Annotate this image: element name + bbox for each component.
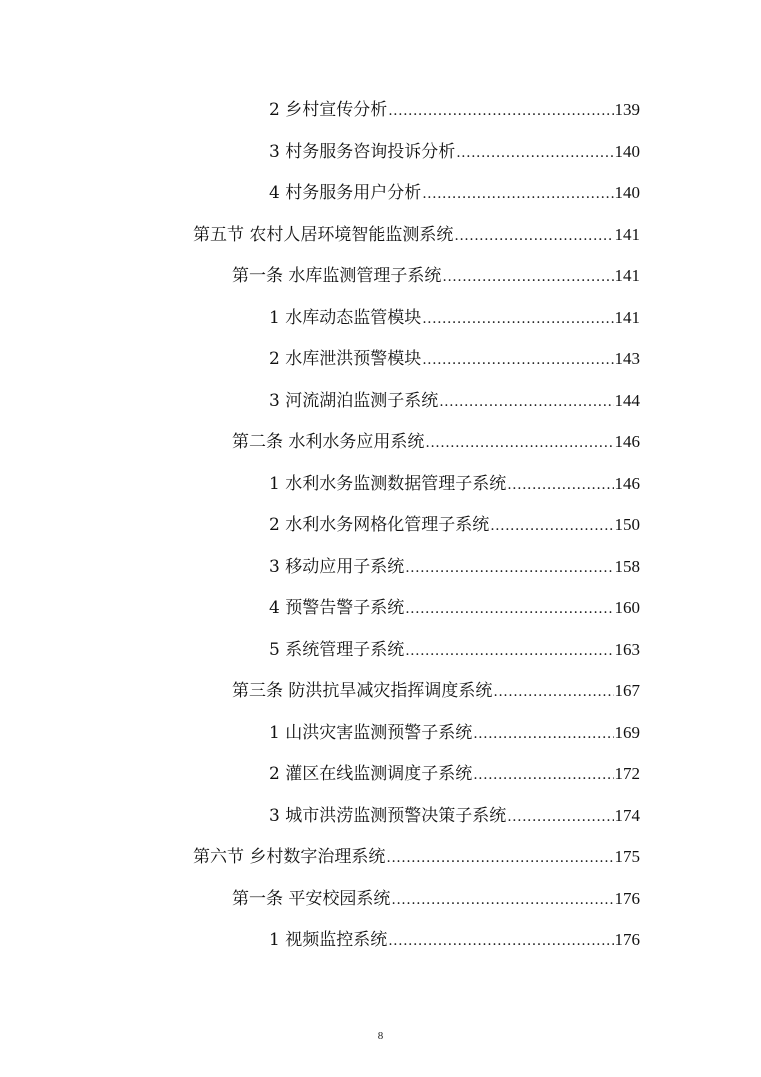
toc-entry[interactable] <box>193 223 640 247</box>
dot-leader <box>507 473 613 497</box>
toc-entry[interactable] <box>269 472 640 496</box>
dot-leader <box>454 224 613 248</box>
toc-entry-title: 4 村务服务用户分析 <box>269 183 422 203</box>
toc-entry-title: 第一条 水库监测管理子系统 <box>232 266 442 286</box>
toc-entry-page: 144 <box>614 391 640 410</box>
toc-entry-page: 146 <box>614 432 640 451</box>
toc-entry[interactable] <box>269 389 640 413</box>
toc-entry-page: 176 <box>614 889 640 908</box>
toc-entry[interactable] <box>269 555 640 579</box>
toc-entry-page: 143 <box>614 349 640 368</box>
toc-entry-title: 3 村务服务咨询投诉分析 <box>269 142 456 162</box>
toc-entry-title: 2 乡村宣传分析 <box>269 100 388 120</box>
dot-leader <box>422 182 613 206</box>
toc-entry[interactable] <box>269 721 640 745</box>
dot-leader <box>456 141 613 165</box>
dot-leader <box>405 556 613 580</box>
toc-entry[interactable] <box>269 306 640 330</box>
toc-entry[interactable] <box>232 430 640 454</box>
dot-leader <box>405 639 613 663</box>
toc-entry-title: 第一条 平安校园系统 <box>232 889 391 909</box>
toc-entry[interactable] <box>269 762 640 786</box>
toc-entry[interactable] <box>269 347 640 371</box>
toc-entry-page: 175 <box>614 847 640 866</box>
dot-leader <box>388 99 613 123</box>
toc-entry-page: 139 <box>614 100 640 119</box>
toc-entry-page: 140 <box>614 142 640 161</box>
toc-entry[interactable] <box>269 804 640 828</box>
toc-entry-page: 167 <box>614 681 640 700</box>
dot-leader <box>405 597 613 621</box>
toc-entry-page: 140 <box>614 183 640 202</box>
toc-entry-page: 141 <box>614 308 640 327</box>
toc-entry[interactable] <box>232 887 640 911</box>
toc-entry-title: 第五节 农村人居环境智能监测系统 <box>193 225 454 245</box>
toc-entry-page: 150 <box>614 515 640 534</box>
toc-entry[interactable] <box>269 98 640 122</box>
dot-leader <box>439 390 613 414</box>
toc-entry[interactable] <box>232 264 640 288</box>
toc-entry[interactable] <box>269 181 640 205</box>
toc-entry-page: 174 <box>614 806 640 825</box>
dot-leader <box>425 431 613 455</box>
toc-entry-page: 169 <box>614 723 640 742</box>
toc-entry-title: 1 水库动态监管模块 <box>269 308 422 328</box>
toc-entry[interactable] <box>193 845 640 869</box>
toc-entry-title: 3 城市洪涝监测预警决策子系统 <box>269 806 507 826</box>
toc-entry-title: 第二条 水利水务应用系统 <box>232 432 425 452</box>
toc-entry-title: 4 预警告警子系统 <box>269 598 405 618</box>
toc-entry-title: 1 山洪灾害监测预警子系统 <box>269 723 473 743</box>
page-number: 8 <box>377 1030 384 1042</box>
dot-leader <box>507 805 613 829</box>
toc-entry-title: 3 移动应用子系统 <box>269 557 405 577</box>
toc-entry-title: 2 水利水务网格化管理子系统 <box>269 515 490 535</box>
dot-leader <box>422 307 613 331</box>
toc-entry-page: 176 <box>614 930 640 949</box>
dot-leader <box>493 680 613 704</box>
toc-entry-page: 141 <box>614 266 640 285</box>
toc-entry[interactable] <box>269 638 640 662</box>
toc-entry[interactable] <box>269 596 640 620</box>
toc-entry[interactable] <box>269 513 640 537</box>
dot-leader <box>386 846 613 870</box>
toc-entry-page: 158 <box>614 557 640 576</box>
toc-entry-page: 146 <box>614 474 640 493</box>
toc-entry-page: 160 <box>614 598 640 617</box>
toc-entry-page: 163 <box>614 640 640 659</box>
toc-entry[interactable] <box>232 679 640 703</box>
toc-entry[interactable] <box>269 928 640 952</box>
toc-entry-title: 1 视频监控系统 <box>269 930 388 950</box>
dot-leader <box>422 348 613 372</box>
toc-entry-title: 第六节 乡村数字治理系统 <box>193 847 386 867</box>
dot-leader <box>391 888 613 912</box>
toc-entry-page: 141 <box>614 225 640 244</box>
dot-leader <box>473 763 613 787</box>
toc-entry-title: 第三条 防洪抗旱减灾指挥调度系统 <box>232 681 493 701</box>
dot-leader <box>490 514 613 538</box>
toc-entry-title: 1 水利水务监测数据管理子系统 <box>269 474 507 494</box>
toc-entry-title: 3 河流湖泊监测子系统 <box>269 391 439 411</box>
dot-leader <box>442 265 613 289</box>
toc-entry-title: 5 系统管理子系统 <box>269 640 405 660</box>
toc-entry-page: 172 <box>614 764 640 783</box>
dot-leader <box>473 722 613 746</box>
toc-entry-title: 2 灌区在线监测调度子系统 <box>269 764 473 784</box>
dot-leader <box>388 929 613 953</box>
toc-entry[interactable] <box>269 140 640 164</box>
toc-entry-title: 2 水库泄洪预警模块 <box>269 349 422 369</box>
